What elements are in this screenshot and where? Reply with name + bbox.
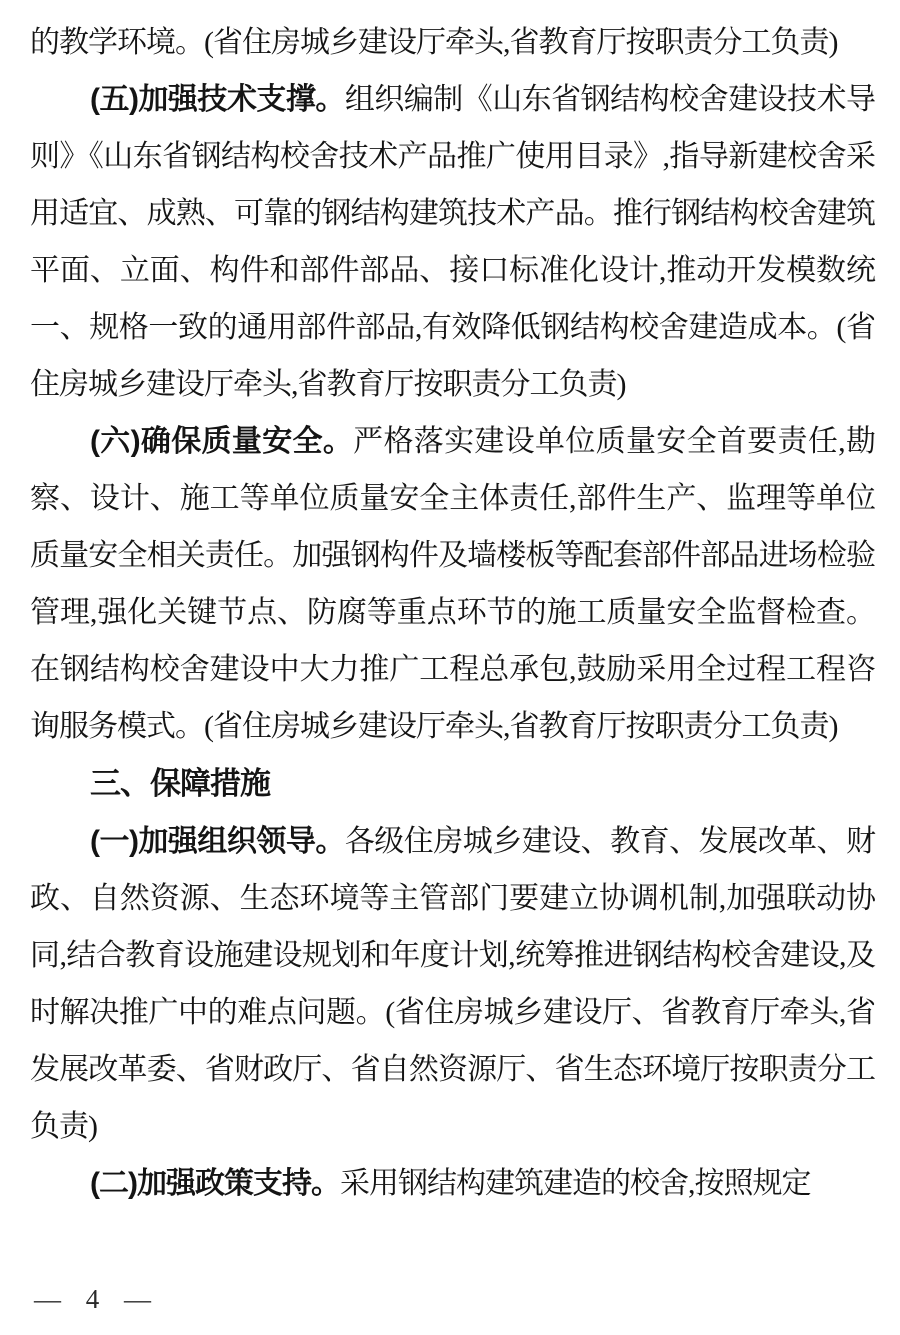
paragraph-item-1	[30, 813, 875, 1155]
paragraph-item-6	[30, 413, 875, 755]
paragraph-item-2-lead: (二)加强政策支持。	[90, 1167, 340, 1200]
paragraph-continuation	[30, 14, 875, 71]
page-number: — 4 —	[34, 1284, 160, 1314]
paragraph-item-5-text: 组织编制《山东省钢结构校舍建设技术导则》《山东省钢结构校舍技术产品推广使用目录》,指导新建校舍采用适宜、成熟、可靠的钢结构建筑技术产品。推行钢结构校舍建筑平面、立面、构件和部件部品、接口标准化设计,推动开发模数统一、规格一致的通用部件部品,有效降低钢结构校舍建造成本。(省住房城乡建设厅牵头,省教育厅按职责分工负责)	[30, 83, 876, 401]
paragraph-item-5	[30, 71, 875, 413]
section-heading-3	[30, 755, 875, 813]
paragraph-item-2-text: 采用钢结构建筑建造的校舍,按照规定	[339, 1167, 811, 1200]
paragraph-item-2	[30, 1155, 875, 1212]
paragraph-item-6-text: 严格落实建设单位质量安全首要责任,勘察、设计、施工等单位质量安全主体责任,部件生产、监理等单位质量安全相关责任。加强钢构件及墙楼板等配套部件部品进场检验管理,强化关键节点、防腐等重点环节的施工质量安全监督检查。在钢结构校舍建设中大力推广工程总承包,鼓励采用全过程工程咨询服务模式。(省住房城乡建设厅牵头,省教育厅按职责分工负责)	[30, 425, 876, 743]
document-body	[0, 14, 900, 1212]
section-heading-3-text: 三、保障措施	[90, 766, 270, 801]
paragraph-item-5-lead: (五)加强技术支撑。	[90, 83, 345, 116]
paragraph-item-6-lead: (六)确保质量安全。	[90, 425, 354, 458]
paragraph-item-1-text: 各级住房城乡建设、教育、发展改革、财政、自然资源、生态环境等主管部门要建立协调机制,加强联动协同,结合教育设施建设规划和年度计划,统筹推进钢结构校舍建设,及时解决推广中的难点问题。(省住房城乡建设厅、省教育厅牵头,省发展改革委、省财政厅、省自然资源厅、省生态环境厅按职责分工负责)	[30, 825, 876, 1143]
paragraph-item-1-lead: (一)加强组织领导。	[90, 825, 345, 858]
paragraph-continuation-text: 的教学环境。(省住房城乡建设厅牵头,省教育厅按职责分工负责)	[30, 26, 838, 59]
